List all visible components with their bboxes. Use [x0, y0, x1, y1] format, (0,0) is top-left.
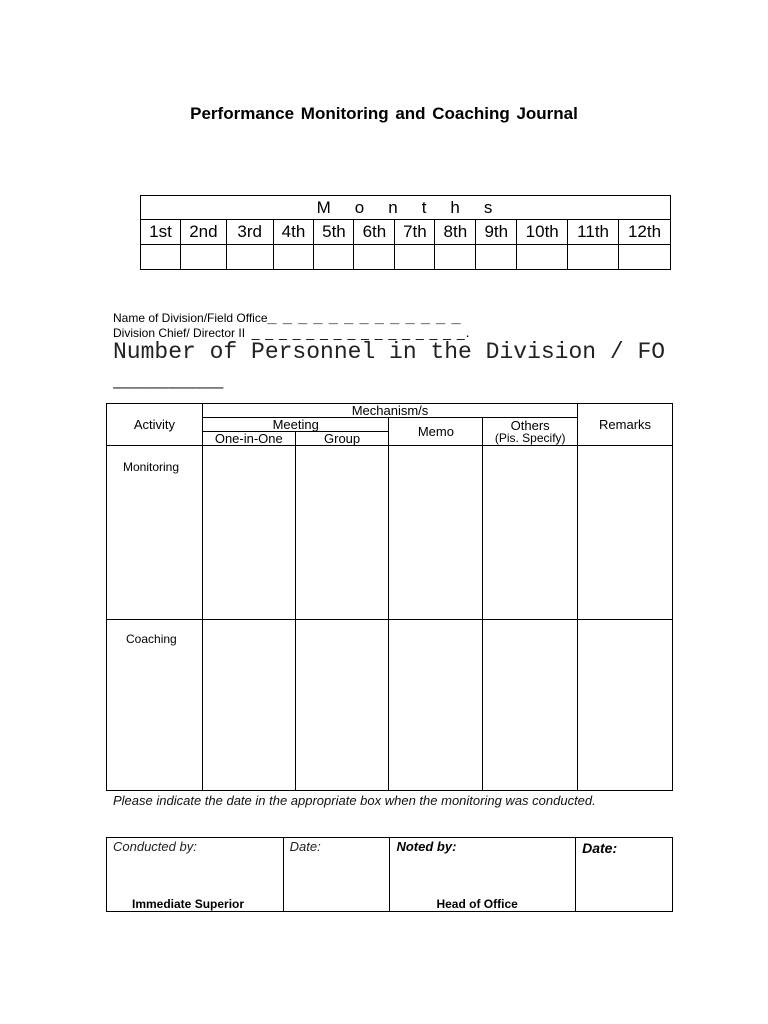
others-note: (Pis. Specify): [494, 430, 566, 445]
month-entry-6[interactable]: [354, 245, 395, 270]
month-entry-5[interactable]: [314, 245, 354, 270]
page-title: Performance Monitoring and Coaching Journal: [190, 104, 578, 123]
month-label-11: 11th: [568, 220, 619, 245]
noted-by-cell[interactable]: [390, 838, 576, 912]
others-header: [483, 418, 578, 446]
date2-label: Date:: [582, 840, 618, 856]
month-entry-3[interactable]: [226, 245, 273, 270]
month-label-9: 9th: [476, 220, 517, 245]
months-header: Months: [141, 196, 671, 220]
group-header: Group: [295, 432, 389, 446]
coaching-one-in-one-cell[interactable]: [202, 620, 295, 791]
immediate-superior-label: Immediate Superior: [132, 897, 245, 911]
signature-table: [106, 837, 673, 912]
meeting-header: Meeting: [202, 418, 389, 432]
mechanisms-header: Mechanism/s: [202, 404, 577, 418]
monitoring-memo-cell[interactable]: [389, 446, 483, 620]
month-entry-1[interactable]: [141, 245, 181, 270]
date2-cell[interactable]: [576, 838, 673, 912]
month-entry-10[interactable]: [517, 245, 568, 270]
month-label-3: 3rd: [226, 220, 273, 245]
monitoring-one-in-one-cell[interactable]: [202, 446, 295, 620]
month-entry-12[interactable]: [619, 245, 671, 270]
month-entry-2[interactable]: [180, 245, 226, 270]
monitoring-group-cell[interactable]: [295, 446, 389, 620]
coaching-remarks-cell[interactable]: [578, 620, 673, 791]
monitoring-remarks-cell[interactable]: [578, 446, 673, 620]
month-entry-11[interactable]: [568, 245, 619, 270]
month-entry-7[interactable]: [395, 245, 435, 270]
instruction-note: Please indicate the date in the appropriate box when the monitoring was conducted.: [113, 793, 596, 808]
month-label-7: 7th: [395, 220, 435, 245]
month-entry-4[interactable]: [273, 245, 314, 270]
month-label-12: 12th: [619, 220, 671, 245]
memo-header: Memo: [389, 418, 483, 446]
conducted-by-label: Conducted by:: [113, 839, 197, 854]
one-in-one-header: One-in-One: [202, 432, 295, 446]
month-label-5: 5th: [314, 220, 354, 245]
date1-label: Date:: [289, 839, 321, 854]
month-entry-8[interactable]: [435, 245, 476, 270]
coaching-others-cell[interactable]: [483, 620, 578, 791]
activity-header: Activity: [107, 404, 203, 446]
month-label-1: 1st: [141, 220, 181, 245]
coaching-row-label: Coaching: [107, 620, 203, 791]
month-entry-9[interactable]: [476, 245, 517, 270]
month-label-8: 8th: [435, 220, 476, 245]
coaching-memo-cell[interactable]: [389, 620, 483, 791]
date1-cell[interactable]: [283, 838, 390, 912]
head-of-office-label: Head of Office: [436, 897, 518, 911]
mechanism-table: [106, 403, 673, 791]
remarks-header: Remarks: [578, 404, 673, 446]
noted-by-label: Noted by:: [396, 839, 457, 854]
division-blank[interactable]: _ _ _ _ _ _ _ _ _ _ _ _ _: [267, 309, 462, 326]
month-label-2: 2nd: [180, 220, 226, 245]
months-table: [140, 195, 671, 270]
month-label-6: 6th: [354, 220, 395, 245]
month-label-10: 10th: [517, 220, 568, 245]
coaching-group-cell[interactable]: [295, 620, 389, 791]
chief-blank[interactable]: _ _ _ _ _ _ _ _ _ _ _ _ _ _ _ _.: [251, 324, 471, 340]
conducted-by-cell[interactable]: [107, 838, 284, 912]
chief-label: Division Chief/ Director II: [113, 326, 246, 340]
monitoring-others-cell[interactable]: [483, 446, 578, 620]
month-label-4: 4th: [273, 220, 314, 245]
personnel-count-field: Number of Personnel in the Division / FO ________: [113, 339, 666, 393]
monitoring-row-label: Monitoring: [107, 446, 203, 620]
division-label: Name of Division/Field Office: [113, 311, 268, 325]
others-label: Others: [510, 417, 550, 433]
